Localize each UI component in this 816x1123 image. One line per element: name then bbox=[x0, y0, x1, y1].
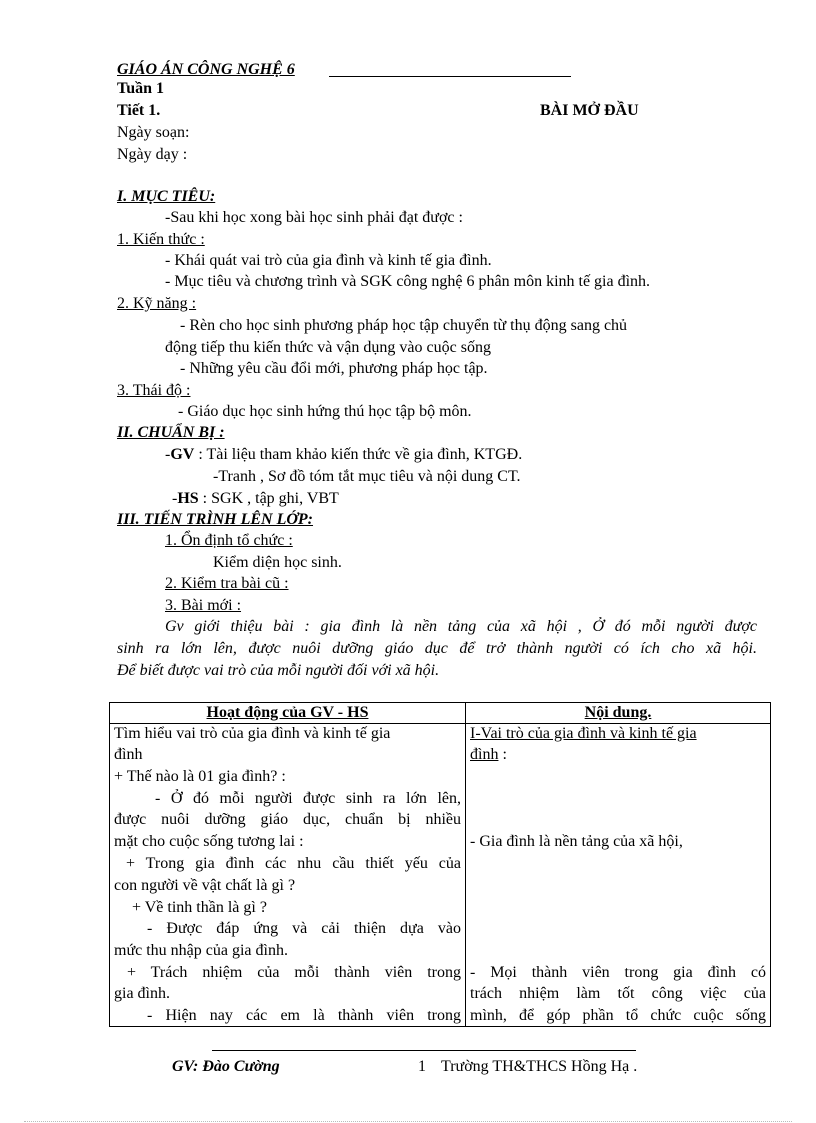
activity-line: mặt cho cuộc sống tương lai : bbox=[114, 833, 304, 850]
content-section-heading: I-Vai trò của gia đình và kinh tế gia bbox=[470, 725, 697, 742]
period-label: Tiết 1. bbox=[117, 102, 161, 119]
activity-line: gia đình. bbox=[114, 985, 170, 1002]
step2-heading: 2. Kiểm tra bài cũ : bbox=[165, 575, 289, 592]
document-title: GIÁO ÁN CÔNG NGHỆ 6 bbox=[117, 61, 295, 78]
preparation-heading: II. CHUẨN BỊ : bbox=[117, 424, 225, 441]
header-rule bbox=[329, 76, 571, 77]
content-line: - Gia đình là nền tảng của xã hội, bbox=[470, 833, 683, 850]
activity-line: + Trong gia đình các nhu cầu thiết yếu của bbox=[126, 855, 461, 872]
skills-item-continued: động tiếp thu kiến thức và vận dụng vào cuộc sống bbox=[165, 339, 491, 356]
prep-date: Ngày soạn: bbox=[117, 124, 190, 141]
gv-label: GV bbox=[170, 446, 195, 463]
preparation-gv-2: -Tranh , Sơ đồ tóm tắt mục tiêu và nội dung CT. bbox=[213, 468, 521, 485]
content-line: - Mọi thành viên trong gia đình có bbox=[470, 964, 766, 981]
hs-text: : SGK , tập ghi, VBT bbox=[198, 490, 339, 507]
activity-line: + Thế nào là 01 gia đình? : bbox=[114, 768, 286, 785]
page-bottom-edge bbox=[24, 1121, 792, 1122]
col-header-content: Nội dung. bbox=[466, 703, 771, 724]
content-line: mình, để góp phần tổ chức cuộc sống bbox=[470, 1007, 766, 1024]
skills-heading: 2. Kỹ năng : bbox=[117, 295, 197, 312]
step1-text: Kiểm diện học sinh. bbox=[213, 554, 342, 571]
objectives-intro: -Sau khi học xong bài học sinh phải đạt được : bbox=[165, 209, 463, 226]
knowledge-item: - Khái quát vai trò của gia đình và kinh tế gia đình. bbox=[165, 252, 492, 269]
knowledge-heading: 1. Kiến thức : bbox=[117, 231, 205, 248]
activity-line: mức thu nhập của gia đình. bbox=[114, 942, 288, 959]
teach-date: Ngày dạy : bbox=[117, 146, 188, 163]
attitude-item: - Giáo dục học sinh hứng thú học tập bộ môn. bbox=[178, 403, 472, 420]
activities-cell bbox=[110, 724, 466, 1027]
preparation-gv: -GV : Tài liệu tham khảo kiến thức về gia đình, KTGĐ. bbox=[165, 446, 523, 463]
lesson-intro-line: sinh ra lớn lên, được nuôi dưỡng giáo dục để trở thành người có ích cho xã hội. bbox=[117, 640, 757, 657]
lesson-title: BÀI MỞ ĐẦU bbox=[540, 102, 639, 119]
activity-table bbox=[109, 702, 771, 1027]
content-heading-word: đình bbox=[470, 746, 499, 763]
activity-line: - Được đáp ứng và cải thiện dựa vào bbox=[147, 920, 461, 937]
activity-line: + Trách nhiệm của mỗi thành viên trong bbox=[127, 964, 461, 981]
footer-teacher: GV: Đào Cường bbox=[172, 1058, 280, 1075]
activity-line: Tìm hiểu vai trò của gia đình và kinh tế gia bbox=[114, 725, 391, 742]
content-cell bbox=[466, 724, 771, 1027]
footer-rule bbox=[212, 1050, 636, 1051]
activity-line: đình bbox=[114, 746, 143, 763]
table-row bbox=[110, 724, 771, 1027]
lesson-intro-line: Gv giới thiệu bài : gia đình là nền tảng của xã hội , Ở đó mỗi người được bbox=[165, 618, 757, 635]
activity-line: được nuôi dưỡng giáo dục, chuẩn bị nhiều bbox=[114, 811, 461, 828]
table-header-row bbox=[110, 703, 771, 724]
skills-item: - Rèn cho học sinh phương pháp học tập chuyển từ thụ động sang chủ bbox=[180, 317, 628, 334]
content-heading-colon: : bbox=[498, 746, 507, 763]
activity-line: con người về vật chất là gì ? bbox=[114, 877, 296, 894]
activity-line: - Hiện nay các em là thành viên trong bbox=[147, 1007, 461, 1024]
step3-heading: 3. Bài mới : bbox=[165, 597, 242, 614]
footer-page-number: 1 bbox=[418, 1058, 426, 1075]
lesson-intro-line: Để biết được vai trò của mỗi người đối với xã hội. bbox=[117, 662, 440, 679]
col-header-activities: Hoạt động của GV - HS bbox=[110, 703, 466, 724]
gv-text: : Tài liệu tham khảo kiến thức về gia đình, KTGĐ. bbox=[194, 446, 523, 463]
activity-line: - Ở đó mỗi người được sinh ra lớn lên, bbox=[155, 790, 461, 807]
preparation-hs: -HS : SGK , tập ghi, VBT bbox=[172, 490, 339, 507]
objectives-heading: I. MỤC TIÊU: bbox=[117, 188, 216, 205]
step1-heading: 1. Ổn định tổ chức : bbox=[165, 532, 293, 549]
procedure-heading: III. TIẾN TRÌNH LÊN LỚP: bbox=[117, 511, 314, 528]
knowledge-item: - Mục tiêu và chương trình và SGK công nghệ 6 phân môn kinh tế gia đình. bbox=[165, 273, 651, 290]
activity-line: + Về tinh thần là gì ? bbox=[132, 899, 267, 916]
skills-item: - Những yêu cầu đổi mới, phương pháp học tập. bbox=[180, 360, 488, 377]
week-label: Tuần 1 bbox=[117, 80, 164, 97]
attitude-heading: 3. Thái độ : bbox=[117, 382, 191, 399]
content-section-heading-continued bbox=[470, 745, 766, 765]
content-line: trách nhiệm làm tốt công việc của bbox=[470, 985, 766, 1002]
hs-label: HS bbox=[177, 490, 199, 507]
footer-school: Trường TH&THCS Hồng Hạ . bbox=[441, 1058, 638, 1075]
